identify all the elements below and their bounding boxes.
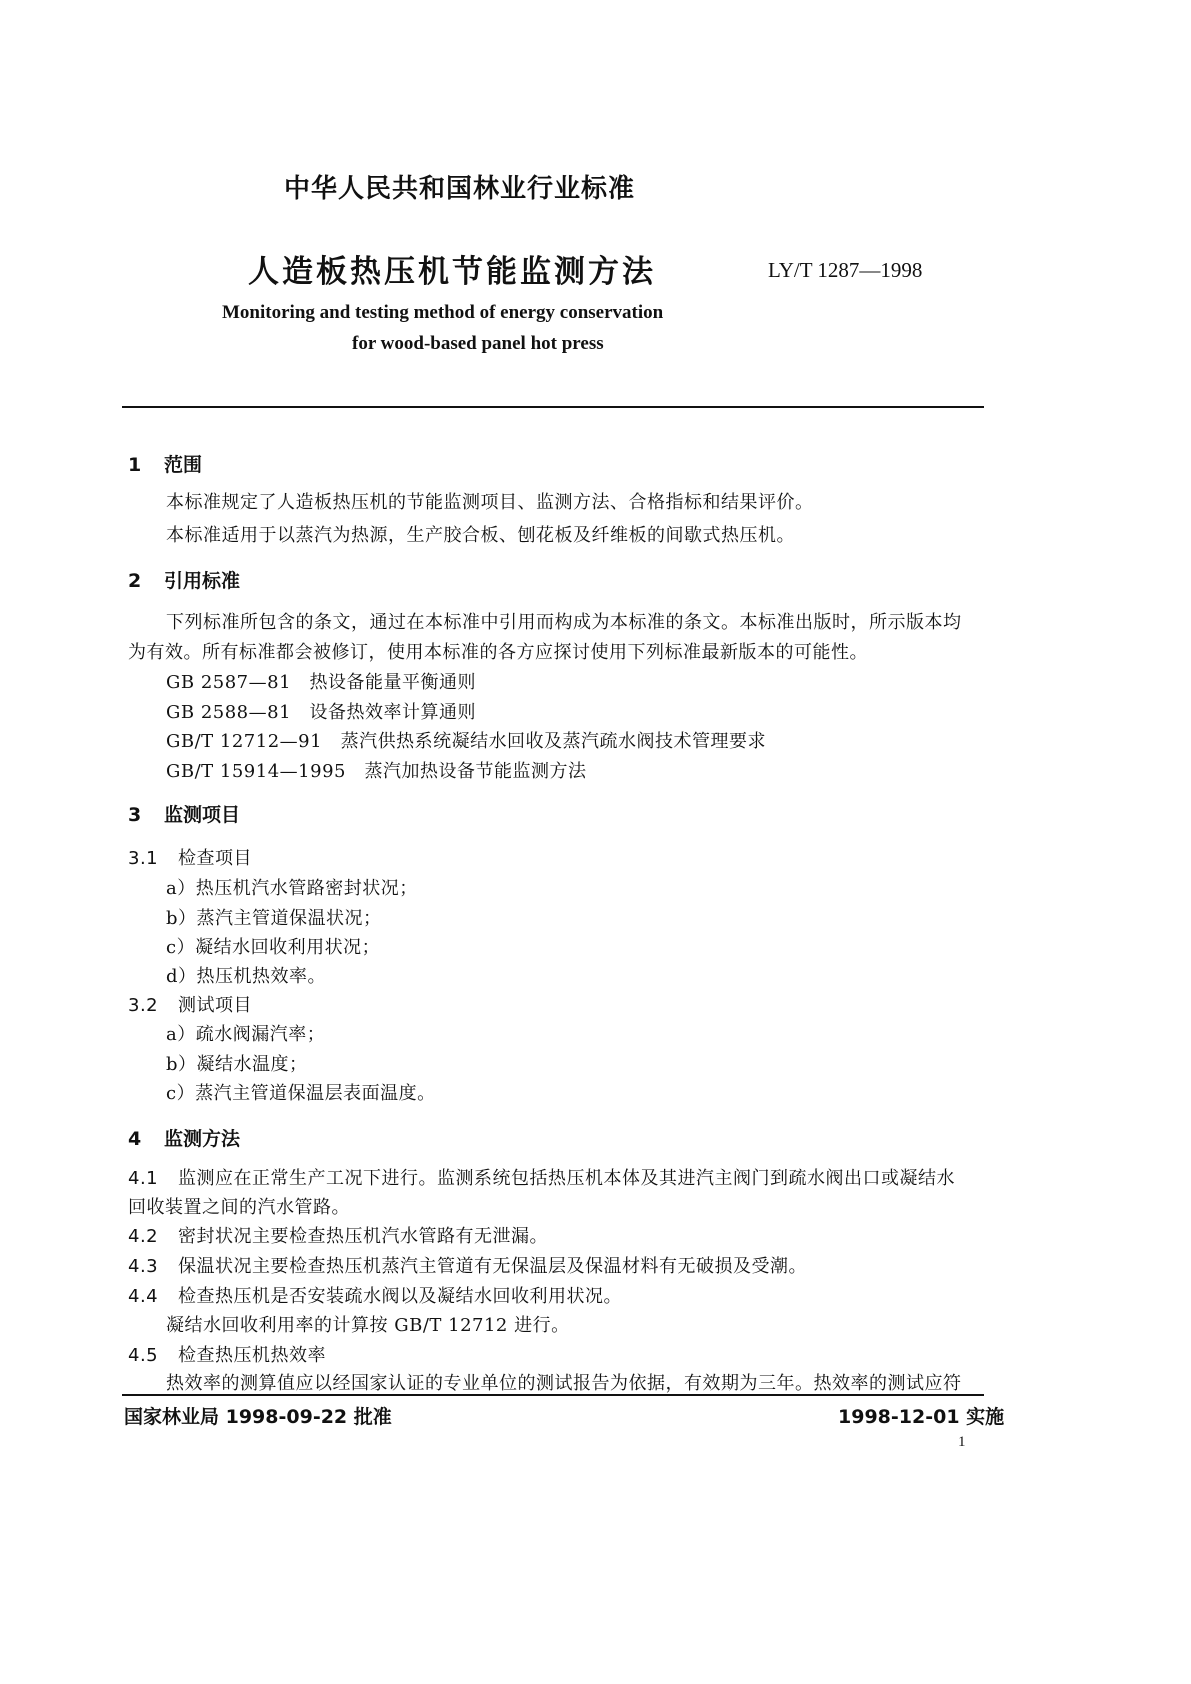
approval-info: 国家林业局 1998-09-22 批准 <box>124 1406 392 1428</box>
list-item: a）疏水阀漏汽率； <box>166 1024 326 1045</box>
paragraph: 本标准适用于以蒸汽为热源，生产胶合板、刨花板及纤维板的间歇式热压机。 <box>166 525 795 546</box>
list-item: c）凝结水回收利用状况； <box>166 937 381 958</box>
section-1-heading <box>128 450 202 477</box>
clause-number: 4.3 <box>128 1256 159 1277</box>
reference-item: GB/T 15914—1995 蒸汽加热设备节能监测方法 <box>166 761 587 782</box>
clause-text: 密封状况主要检查热压机汽水管路有无泄漏。 <box>178 1226 548 1247</box>
clause-4-2 <box>128 1222 548 1248</box>
list-item: b）蒸汽主管道保温状况； <box>166 908 382 929</box>
document-title: 人造板热压机节能监测方法 <box>248 254 656 290</box>
section-title: 引用标准 <box>164 570 241 592</box>
clause-number: 4.5 <box>128 1345 159 1366</box>
english-title-line-1: Monitoring and testing method of energy conservation <box>222 302 664 323</box>
section-title: 监测方法 <box>164 1128 241 1150</box>
section-number: 3 <box>128 804 142 826</box>
page-number: 1 <box>958 1434 966 1450</box>
paragraph: 为有效。所有标准都会被修订，使用本标准的各方应探讨使用下列标准最新版本的可能性。 <box>128 642 868 663</box>
clause-text: 监测应在正常生产工况下进行。监测系统包括热压机本体及其进汽主阀门到疏水阀出口或凝结水 <box>178 1168 955 1189</box>
clause-4-5 <box>128 1341 326 1367</box>
list-item: b）凝结水温度； <box>166 1054 308 1075</box>
reference-item: GB 2588—81 设备热效率计算通则 <box>166 702 477 723</box>
standard-type: 中华人民共和国林业行业标准 <box>284 174 636 204</box>
section-number: 4 <box>128 1128 142 1150</box>
clause-text: 保温状况主要检查热压机蒸汽主管道有无保温层及保温材料有无破损及受潮。 <box>178 1256 807 1277</box>
list-item: c）蒸汽主管道保温层表面温度。 <box>166 1083 436 1104</box>
paragraph: 本标准规定了人造板热压机的节能监测项目、监测方法、合格指标和结果评价。 <box>166 492 814 513</box>
subsection-number: 3.2 <box>128 995 159 1016</box>
clause-number: 4.1 <box>128 1168 159 1189</box>
clause-4-3 <box>128 1252 807 1278</box>
clause-number: 4.4 <box>128 1286 159 1307</box>
reference-item: GB 2587—81 热设备能量平衡通则 <box>166 672 477 693</box>
section-4-heading <box>128 1124 240 1151</box>
section-2-heading <box>128 566 240 593</box>
paragraph: 热效率的测算值应以经国家认证的专业单位的测试报告为依据，有效期为三年。热效率的测试应符 <box>166 1373 962 1394</box>
section-title: 监测项目 <box>164 804 241 826</box>
implementation-date: 1998-12-01 实施 <box>838 1406 1005 1428</box>
paragraph: 凝结水回收利用率的计算按 GB/T 12712 进行。 <box>166 1315 570 1336</box>
clause-text: 检查热压机热效率 <box>178 1345 326 1366</box>
subsection-title: 测试项目 <box>178 995 252 1016</box>
section-3-heading <box>128 800 240 827</box>
clause-4-4 <box>128 1282 622 1308</box>
section-number: 1 <box>128 454 142 476</box>
paragraph: 下列标准所包含的条文，通过在本标准中引用而构成为本标准的条文。本标准出版时，所示版本均 <box>166 612 962 633</box>
list-item: d）热压机热效率。 <box>166 966 327 987</box>
subsection-title: 检查项目 <box>178 848 252 869</box>
footer-rule <box>122 1394 984 1396</box>
list-item: a）热压机汽水管路密封状况； <box>166 878 418 899</box>
subsection-number: 3.1 <box>128 848 159 869</box>
english-title-line-2: for wood-based panel hot press <box>352 333 604 354</box>
clause-4-1 <box>128 1164 955 1190</box>
reference-item: GB/T 12712—91 蒸汽供热系统凝结水回收及蒸汽疏水阀技术管理要求 <box>166 731 767 752</box>
subsection-3-1-heading <box>128 844 252 870</box>
clause-number: 4.2 <box>128 1226 159 1247</box>
section-number: 2 <box>128 570 142 592</box>
clause-text: 检查热压机是否安装疏水阀以及凝结水回收利用状况。 <box>178 1286 622 1307</box>
subsection-3-2-heading <box>128 991 252 1017</box>
section-title: 范围 <box>164 454 203 476</box>
header-rule <box>122 406 984 408</box>
standard-code: LY/T 1287—1998 <box>768 258 923 282</box>
paragraph: 回收装置之间的汽水管路。 <box>128 1197 350 1218</box>
